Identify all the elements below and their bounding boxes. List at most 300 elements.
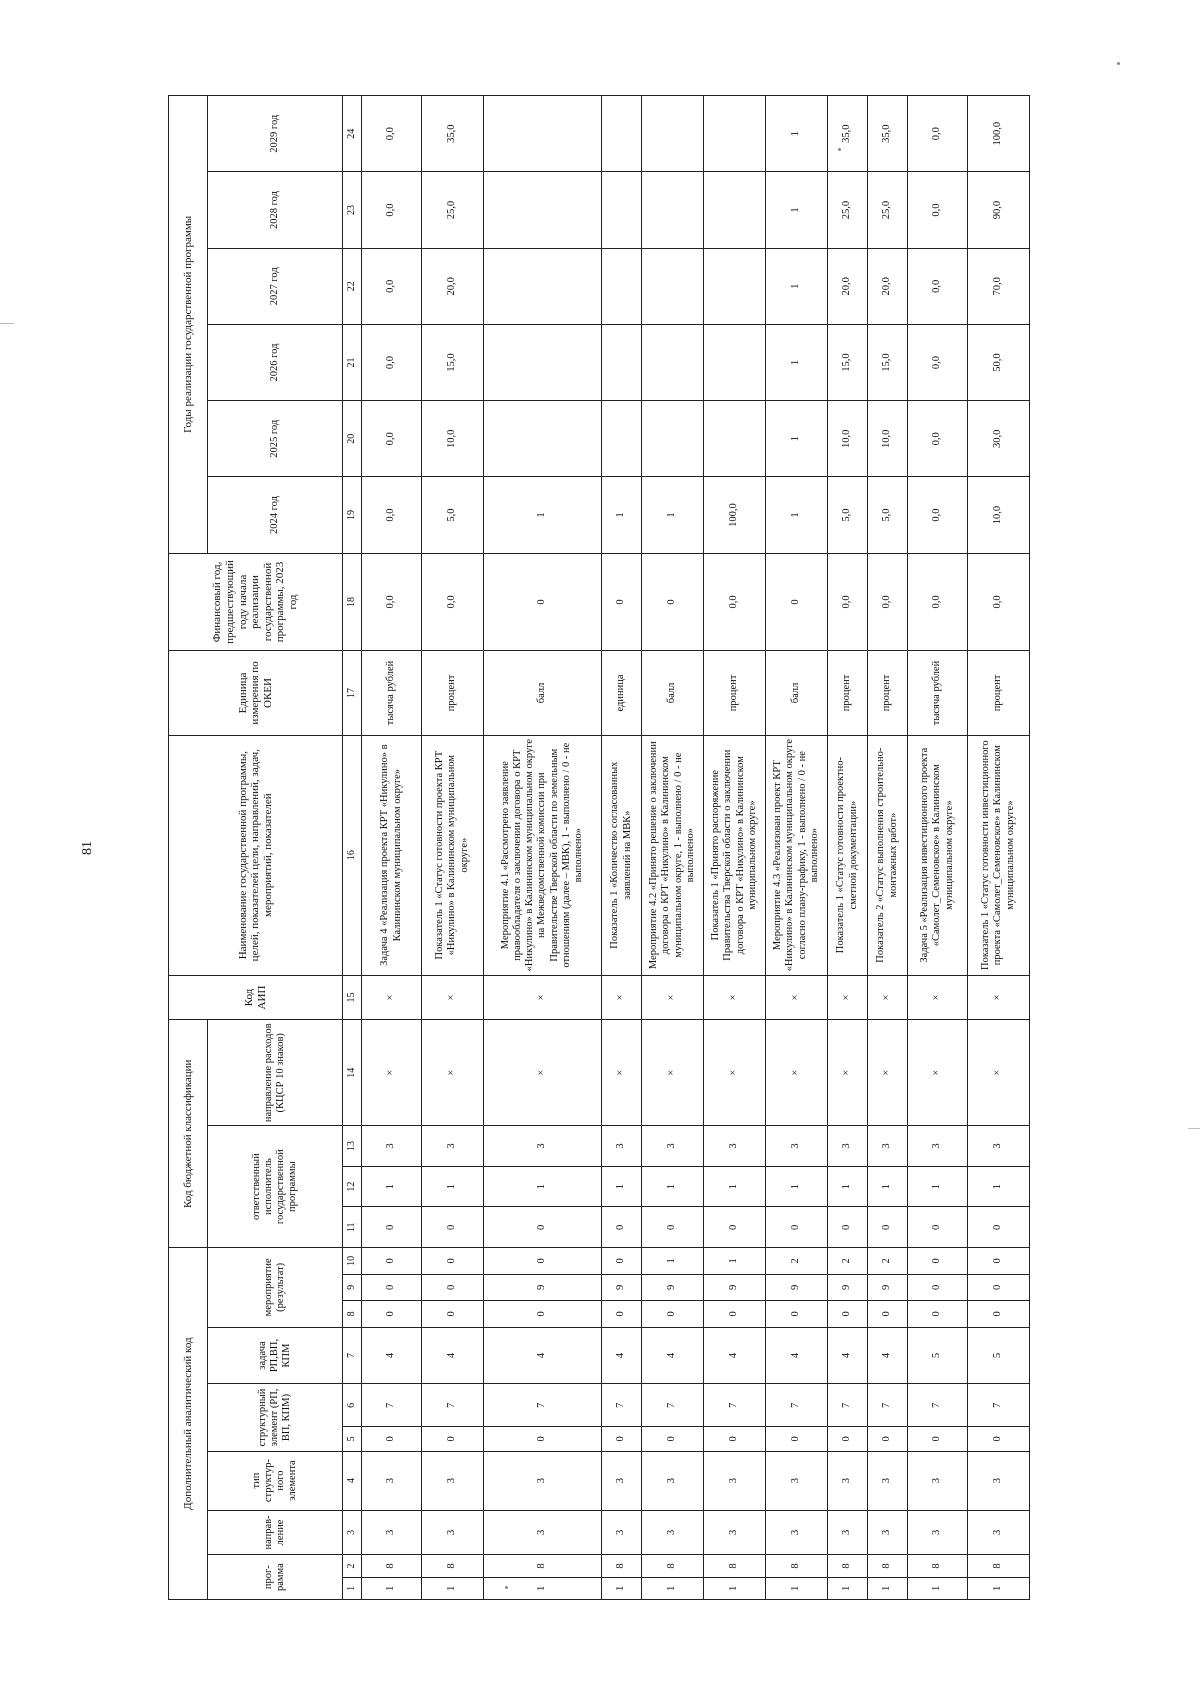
- row-unit: тысяча рублей: [362, 651, 422, 735]
- year-value: 5,0: [828, 477, 868, 553]
- header-year: 2028 год: [208, 172, 343, 248]
- code-cell: 1: [602, 1577, 642, 1599]
- code-cell: 0: [602, 1248, 642, 1275]
- column-number: 9: [343, 1274, 362, 1300]
- code-cell: 3: [908, 1510, 968, 1555]
- row-name: Показатель 1 «Статус готовности проекта КРТ «Никулино» в Калининском муниципальном округе»: [422, 735, 484, 975]
- year-value: [642, 324, 704, 400]
- column-number: 20: [343, 401, 362, 477]
- code-cell: 9: [602, 1274, 642, 1300]
- code-cell: 0: [766, 1301, 828, 1327]
- year-value: 70,0: [968, 248, 1030, 324]
- year-value: [484, 401, 602, 477]
- column-number: 11: [343, 1207, 362, 1248]
- code-cell: 1: [908, 1577, 968, 1599]
- column-number: 14: [343, 1020, 362, 1126]
- code-cell: 1: [766, 1166, 828, 1207]
- header-prev-year: Финансовый год, предшествующий году начала реализации государственной программы, 2023 год: [169, 553, 343, 651]
- code-cell: ×: [704, 1020, 766, 1126]
- code-cell: 8: [642, 1555, 704, 1577]
- header-zadacha: задача РП,ВП, КПМ: [208, 1327, 343, 1384]
- year-value: 20,0: [828, 248, 868, 324]
- code-cell: 3: [362, 1510, 422, 1555]
- year-value: 1: [766, 324, 828, 400]
- code-cell: 7: [642, 1384, 704, 1427]
- code-cell: 1: [362, 1577, 422, 1599]
- code-cell: 0: [868, 1301, 908, 1327]
- code-cell: 0: [362, 1207, 422, 1248]
- code-cell: 2: [766, 1248, 828, 1275]
- row-name: Показатель 2 «Статус выполнения строительно-монтажных работ»: [868, 735, 908, 975]
- year-value: 0,0: [362, 401, 422, 477]
- code-cell: 8: [362, 1555, 422, 1577]
- year-value: [704, 248, 766, 324]
- code-cell: ×: [422, 1020, 484, 1126]
- code-cell: 3: [968, 1126, 1030, 1167]
- year-value: 35,0: [422, 96, 484, 172]
- code-cell: ×: [362, 975, 422, 1020]
- code-cell: 7: [868, 1384, 908, 1427]
- code-cell: 8: [968, 1555, 1030, 1577]
- code-cell: 3: [602, 1126, 642, 1167]
- row-prev-year-value: 0,0: [908, 553, 968, 651]
- row-unit: процент: [868, 651, 908, 735]
- code-cell: 7: [766, 1384, 828, 1427]
- year-value: 0,0: [362, 324, 422, 400]
- row-name: Показатель 1 «Статус готовности инвестиционного проекта «Самолет_Семеновское» в Калининском муниципальном округе»: [968, 735, 1030, 975]
- column-number: 4: [343, 1451, 362, 1510]
- table-row: [828, 96, 868, 1600]
- row-prev-year-value: 0: [602, 553, 642, 651]
- code-cell: 1: [968, 1577, 1030, 1599]
- code-cell: 9: [868, 1274, 908, 1300]
- header-unit: Единица измерения по ОКЕИ: [169, 651, 343, 735]
- column-number: 5: [343, 1427, 362, 1451]
- code-cell: ×: [642, 975, 704, 1020]
- code-cell: 0: [602, 1427, 642, 1451]
- code-cell: 3: [868, 1451, 908, 1510]
- year-value: 50,0: [968, 324, 1030, 400]
- table-row: [908, 96, 968, 1600]
- year-value: 0,0: [362, 96, 422, 172]
- year-value: [642, 96, 704, 172]
- code-cell: 0: [868, 1427, 908, 1451]
- column-number: 17: [343, 651, 362, 735]
- code-cell: 1: [868, 1577, 908, 1599]
- code-cell: 3: [766, 1510, 828, 1555]
- code-cell: 9: [828, 1274, 868, 1300]
- code-cell: 4: [602, 1327, 642, 1384]
- table-row: [484, 96, 602, 1600]
- code-cell: 8: [422, 1555, 484, 1577]
- year-value: 25,0: [828, 172, 868, 248]
- row-prev-year-value: 0: [484, 553, 602, 651]
- year-value: 10,0: [968, 477, 1030, 553]
- row-unit: балл: [642, 651, 704, 735]
- year-value: 5,0: [422, 477, 484, 553]
- code-cell: 8: [908, 1555, 968, 1577]
- code-cell: 0: [968, 1274, 1030, 1300]
- code-cell: 0: [868, 1207, 908, 1248]
- code-cell: 3: [362, 1126, 422, 1167]
- code-cell: 7: [828, 1384, 868, 1427]
- code-cell: 8: [828, 1555, 868, 1577]
- code-cell: 8: [868, 1555, 908, 1577]
- code-cell: 1: [766, 1577, 828, 1599]
- code-cell: ×: [766, 975, 828, 1020]
- row-name: Показатель 1 «Принято распоряжение Правительства Тверской области о заключении договора о КРТ «Никулино» в Калининском муниципальном округе»: [704, 735, 766, 975]
- year-value: 10,0: [868, 401, 908, 477]
- table-row: [422, 96, 484, 1600]
- code-cell: 0: [642, 1301, 704, 1327]
- code-cell: 0: [968, 1248, 1030, 1275]
- code-cell: 0: [766, 1427, 828, 1451]
- code-cell: 1: [828, 1577, 868, 1599]
- code-cell: ×: [968, 975, 1030, 1020]
- year-value: [642, 172, 704, 248]
- code-cell: 8: [484, 1555, 602, 1577]
- row-prev-year-value: 0,0: [422, 553, 484, 651]
- row-name: Мероприятие 4.1 «Рассмотрено заявление правообладателя о заключении договора о КРТ «Никулино» в Калининском муниципальном округе на Межведомственной комиссии при Правительстве Тверской области по земельным отношениям (далее – МВК), 1 - выполнено / 0 - не выполнено»: [484, 735, 602, 975]
- code-cell: 3: [422, 1126, 484, 1167]
- code-cell: 1: [422, 1577, 484, 1599]
- row-prev-year-value: 0: [642, 553, 704, 651]
- code-cell: 0: [422, 1427, 484, 1451]
- code-cell: ×: [704, 975, 766, 1020]
- code-cell: 0: [484, 1301, 602, 1327]
- table-row: [968, 96, 1030, 1600]
- code-cell: ×: [362, 1020, 422, 1126]
- code-cell: 3: [704, 1126, 766, 1167]
- header-rashody: направление расходов (КЦСР 10 знаков): [208, 1020, 343, 1126]
- code-cell: 3: [908, 1126, 968, 1167]
- code-cell: 3: [422, 1510, 484, 1555]
- year-value: 1: [766, 477, 828, 553]
- year-value: [704, 96, 766, 172]
- row-prev-year-value: 0,0: [362, 553, 422, 651]
- code-cell: 7: [362, 1384, 422, 1427]
- code-cell: 0: [422, 1207, 484, 1248]
- code-cell: 9: [642, 1274, 704, 1300]
- code-cell: 0: [484, 1427, 602, 1451]
- column-number: 21: [343, 324, 362, 400]
- code-cell: 3: [484, 1510, 602, 1555]
- year-value: [602, 324, 642, 400]
- code-cell: 7: [704, 1384, 766, 1427]
- code-cell: 1: [484, 1577, 602, 1599]
- year-value: [484, 248, 602, 324]
- code-cell: 3: [908, 1451, 968, 1510]
- code-cell: 7: [422, 1384, 484, 1427]
- code-cell: 3: [704, 1451, 766, 1510]
- code-cell: 0: [484, 1207, 602, 1248]
- code-cell: 3: [484, 1451, 602, 1510]
- row-name: Показатель 1 «Количество согласованных заявлений на МВК»: [602, 735, 642, 975]
- code-cell: 5: [908, 1327, 968, 1384]
- year-value: [484, 172, 602, 248]
- column-number: 19: [343, 477, 362, 553]
- code-cell: 0: [828, 1301, 868, 1327]
- year-value: 1: [766, 401, 828, 477]
- column-number: 24: [343, 96, 362, 172]
- year-value: [642, 248, 704, 324]
- year-value: 90,0: [968, 172, 1030, 248]
- code-cell: 8: [704, 1555, 766, 1577]
- header-struct: структурный элемент (РП, ВП, КПМ): [208, 1384, 343, 1451]
- code-cell: 0: [704, 1301, 766, 1327]
- code-cell: 7: [968, 1384, 1030, 1427]
- row-unit: процент: [704, 651, 766, 735]
- year-value: 100,0: [968, 96, 1030, 172]
- year-value: 0,0: [908, 248, 968, 324]
- scan-mark: [0, 323, 14, 324]
- header-ispolnitel: ответственный исполнитель государственной программы: [208, 1126, 343, 1248]
- column-number: 15: [343, 975, 362, 1020]
- column-number: 10: [343, 1248, 362, 1275]
- code-cell: ×: [908, 975, 968, 1020]
- year-value: 1: [766, 96, 828, 172]
- year-value: [602, 248, 642, 324]
- code-cell: 3: [766, 1451, 828, 1510]
- code-cell: 3: [828, 1126, 868, 1167]
- code-cell: 3: [362, 1451, 422, 1510]
- code-cell: 1: [484, 1166, 602, 1207]
- code-cell: 0: [828, 1427, 868, 1451]
- year-value: 35,0: [828, 96, 868, 172]
- code-cell: 3: [828, 1451, 868, 1510]
- column-number: 6: [343, 1384, 362, 1427]
- year-value: 30,0: [968, 401, 1030, 477]
- code-cell: 5: [968, 1327, 1030, 1384]
- year-value: 10,0: [828, 401, 868, 477]
- code-cell: ×: [484, 1020, 602, 1126]
- code-cell: 1: [828, 1166, 868, 1207]
- row-unit: процент: [828, 651, 868, 735]
- code-cell: 4: [422, 1327, 484, 1384]
- year-value: 1: [766, 248, 828, 324]
- row-prev-year-value: 0,0: [868, 553, 908, 651]
- code-cell: 4: [362, 1327, 422, 1384]
- code-cell: 7: [602, 1384, 642, 1427]
- year-value: 0,0: [908, 324, 968, 400]
- column-number: 23: [343, 172, 362, 248]
- scan-speck: [1117, 62, 1120, 65]
- code-cell: 2: [828, 1248, 868, 1275]
- code-cell: 0: [642, 1427, 704, 1451]
- header-year: 2024 год: [208, 477, 343, 553]
- year-value: [484, 96, 602, 172]
- page-number: 81: [80, 841, 95, 855]
- code-cell: 0: [422, 1248, 484, 1275]
- code-cell: 7: [484, 1384, 602, 1427]
- year-value: 0,0: [908, 401, 968, 477]
- header-kbk: Код бюджетной классификации: [169, 1020, 208, 1248]
- code-cell: ×: [602, 1020, 642, 1126]
- table-row: [362, 96, 422, 1600]
- program-table: [168, 95, 1030, 1600]
- code-cell: 0: [704, 1427, 766, 1451]
- row-name: Мероприятие 4.2 «Принято решение о заключении договора о КРТ «Никулино» в Калининском муниципальном округе, 1 - выполнено / 0 - не выполнено»: [642, 735, 704, 975]
- year-value: [602, 172, 642, 248]
- code-cell: 9: [484, 1274, 602, 1300]
- code-cell: 9: [704, 1274, 766, 1300]
- year-value: [704, 401, 766, 477]
- row-prev-year-value: 0,0: [704, 553, 766, 651]
- header-tip: тип структур-ного элемента: [208, 1451, 343, 1510]
- code-cell: ×: [422, 975, 484, 1020]
- column-number: 13: [343, 1126, 362, 1167]
- code-cell: 0: [828, 1207, 868, 1248]
- code-cell: 0: [968, 1301, 1030, 1327]
- code-cell: 0: [908, 1274, 968, 1300]
- header-year: 2029 год: [208, 96, 343, 172]
- year-value: 0,0: [908, 172, 968, 248]
- year-value: 1: [602, 477, 642, 553]
- table-row: [868, 96, 908, 1600]
- code-cell: ×: [484, 975, 602, 1020]
- code-cell: 0: [362, 1427, 422, 1451]
- column-number: 22: [343, 248, 362, 324]
- column-number: 8: [343, 1301, 362, 1327]
- table-row: [766, 96, 828, 1600]
- code-cell: 3: [968, 1510, 1030, 1555]
- header-kod-aip: Код АИП: [169, 975, 343, 1020]
- year-value: 25,0: [868, 172, 908, 248]
- code-cell: 3: [602, 1451, 642, 1510]
- code-cell: 3: [766, 1126, 828, 1167]
- year-value: [602, 96, 642, 172]
- code-cell: 2: [868, 1248, 908, 1275]
- header-programma: прог-рамма: [208, 1555, 343, 1600]
- row-name: Показатель 1 «Статус готовности проектно-сметной документации»: [828, 735, 868, 975]
- code-cell: 0: [642, 1207, 704, 1248]
- code-cell: 3: [484, 1126, 602, 1167]
- code-cell: 4: [642, 1327, 704, 1384]
- code-cell: 3: [642, 1126, 704, 1167]
- code-cell: 0: [766, 1207, 828, 1248]
- code-cell: 4: [766, 1327, 828, 1384]
- code-cell: ×: [908, 1020, 968, 1126]
- year-value: 0,0: [362, 172, 422, 248]
- column-number: 3: [343, 1510, 362, 1555]
- year-value: [484, 324, 602, 400]
- header-years-group: Годы реализации государственной программы: [169, 96, 208, 554]
- table-row: [642, 96, 704, 1600]
- code-cell: ×: [868, 1020, 908, 1126]
- code-cell: 1: [642, 1577, 704, 1599]
- code-cell: ×: [828, 1020, 868, 1126]
- code-cell: ×: [766, 1020, 828, 1126]
- year-value: 100,0: [704, 477, 766, 553]
- row-name: Задача 5 «Реализация инвестиционного проекта «Самолет_Семеновское» в Калининском муниципальном округе»: [908, 735, 968, 975]
- year-value: 15,0: [828, 324, 868, 400]
- code-cell: 4: [828, 1327, 868, 1384]
- code-cell: ×: [968, 1020, 1030, 1126]
- header-year: 2025 год: [208, 401, 343, 477]
- header-meropriyatie: мероприятие (результат): [208, 1248, 343, 1327]
- row-unit: процент: [968, 651, 1030, 735]
- code-cell: 0: [908, 1301, 968, 1327]
- header-napravlenie: направ-ление: [208, 1510, 343, 1555]
- code-cell: 0: [908, 1427, 968, 1451]
- column-number: 12: [343, 1166, 362, 1207]
- code-cell: 1: [704, 1166, 766, 1207]
- year-value: 1: [642, 477, 704, 553]
- code-cell: 0: [704, 1207, 766, 1248]
- code-cell: 0: [362, 1248, 422, 1275]
- column-number: 2: [343, 1555, 362, 1577]
- year-value: 20,0: [868, 248, 908, 324]
- header-dop-kod: Дополнительный аналитический код: [169, 1248, 208, 1600]
- code-cell: 3: [642, 1451, 704, 1510]
- row-prev-year-value: 0,0: [828, 553, 868, 651]
- code-cell: 1: [968, 1166, 1030, 1207]
- code-cell: 3: [868, 1510, 908, 1555]
- code-cell: 0: [362, 1274, 422, 1300]
- table-row: [704, 96, 766, 1600]
- year-value: 1: [484, 477, 602, 553]
- year-value: [602, 401, 642, 477]
- code-cell: 8: [602, 1555, 642, 1577]
- code-cell: 1: [704, 1248, 766, 1275]
- year-value: 15,0: [422, 324, 484, 400]
- year-value: [704, 324, 766, 400]
- code-cell: 1: [642, 1248, 704, 1275]
- column-number: 7: [343, 1327, 362, 1384]
- code-cell: 0: [602, 1207, 642, 1248]
- year-value: 0,0: [908, 96, 968, 172]
- column-number: 1: [343, 1577, 362, 1599]
- code-cell: ×: [642, 1020, 704, 1126]
- code-cell: 0: [968, 1207, 1030, 1248]
- year-value: 15,0: [868, 324, 908, 400]
- column-number: 18: [343, 553, 362, 651]
- code-cell: 0: [484, 1248, 602, 1275]
- row-unit: балл: [484, 651, 602, 735]
- code-cell: ×: [602, 975, 642, 1020]
- code-cell: 3: [422, 1451, 484, 1510]
- row-unit: тысяча рублей: [908, 651, 968, 735]
- code-cell: ×: [868, 975, 908, 1020]
- header-year: 2026 год: [208, 324, 343, 400]
- year-value: [704, 172, 766, 248]
- code-cell: 0: [968, 1427, 1030, 1451]
- code-cell: 3: [642, 1510, 704, 1555]
- year-value: 20,0: [422, 248, 484, 324]
- year-value: 35,0: [868, 96, 908, 172]
- code-cell: 9: [766, 1274, 828, 1300]
- code-cell: 1: [868, 1166, 908, 1207]
- code-cell: 0: [422, 1274, 484, 1300]
- code-cell: 0: [362, 1301, 422, 1327]
- header-name: Наименование государственной программы, целей, показателей цели, направлений, задач, мероприятий, показателей: [169, 735, 343, 975]
- code-cell: 3: [868, 1126, 908, 1167]
- code-cell: 1: [642, 1166, 704, 1207]
- code-cell: 4: [704, 1327, 766, 1384]
- year-value: 5,0: [868, 477, 908, 553]
- row-name: Задача 4 «Реализация проекта КРТ «Никулино» в Калининском муниципальном округе»: [362, 735, 422, 975]
- row-name: Мероприятие 4.3 «Реализован проект КРТ «Никулино» в Калининском муниципальном округе согласно плану-графику, 1 - выполнено / 0 - не выполнено»: [766, 735, 828, 975]
- scan-mark: [1188, 1128, 1200, 1129]
- code-cell: 1: [704, 1577, 766, 1599]
- code-cell: 1: [362, 1166, 422, 1207]
- code-cell: 3: [828, 1510, 868, 1555]
- code-cell: 4: [484, 1327, 602, 1384]
- code-cell: 7: [908, 1384, 968, 1427]
- code-cell: 0: [908, 1248, 968, 1275]
- code-cell: 1: [908, 1166, 968, 1207]
- code-cell: 3: [968, 1451, 1030, 1510]
